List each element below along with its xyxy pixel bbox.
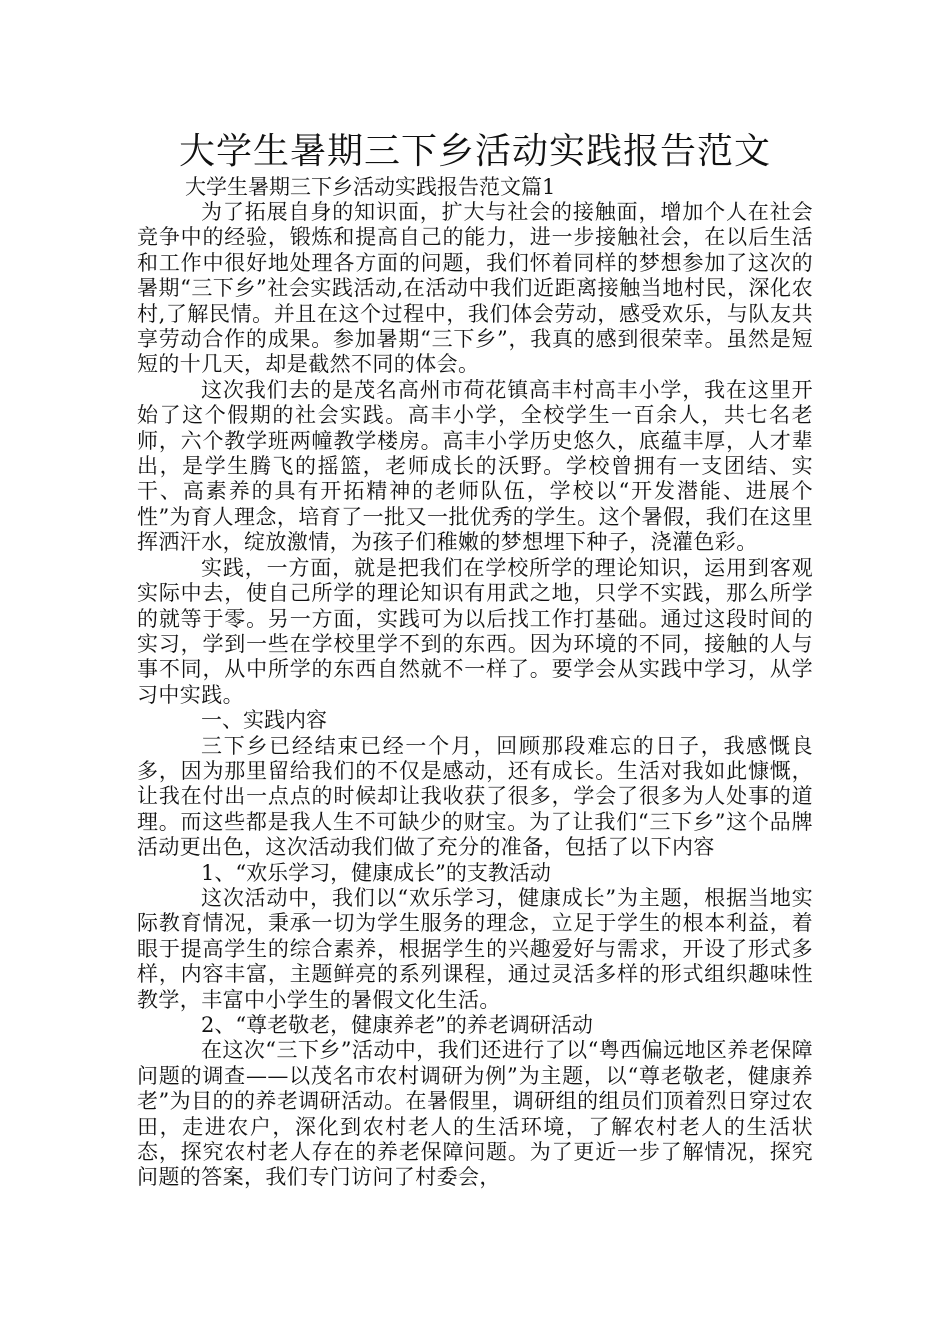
document-body — [137, 174, 813, 1191]
paragraph-practice: 实践，一方面，就是把我们在学校所学的理论知识，运用到客观实际中去，使自己所学的理论知识有用武之地，只学不实践，那么所学的就等于零。另一方面，实践可为以后找工作打基础。通过这段时间的实习，学到一些在学校里学不到的东西。因为环境的不同，接触的人与事不同，从中所学的东西自然就不一样了。要学会从实践中学习，从学习中实践。 — [137, 555, 813, 707]
paragraph-school: 这次我们去的是茂名高州市荷花镇高丰村高丰小学，我在这里开始了这个假期的社会实践。高丰小学，全校学生一百余人，共七名老师，六个教学班两幢教学楼房。高丰小学历史悠久，底蕴丰厚，人才辈出，是学生腾飞的摇篮，老师成长的沃野。学校曾拥有一支团结、实干、高素养的具有开拓精神的老师队伍，学校以“开发潜能、进展个性”为育人理念，培育了一批又一批优秀的学生。这个暑假，我们在这里挥洒汗水，绽放激情，为孩子们稚嫩的梦想埋下种子，浇灌色彩。 — [137, 377, 813, 555]
document-title: 大学生暑期三下乡活动实践报告范文 — [178, 131, 771, 172]
section-heading-teaching: 1、“欢乐学习，健康成长”的支教活动 — [201, 860, 551, 885]
document-subtitle: 大学生暑期三下乡活动实践报告范文篇1 — [185, 175, 556, 199]
section-heading-elderly: 2、“尊老敬老，健康养老”的养老调研活动 — [201, 1013, 593, 1037]
paragraph-elderly: 在这次“三下乡”活动中，我们还进行了以“粤西偏远地区养老保障问题的调查——以茂名市农村调研为例”为主题，以“尊老敬老，健康养老”为目的的养老调研活动。在暑假里，调研组的组员们顶着烈日穿过农田，走进农户，深化到农村老人的生活环境，了解农村老人的生活状态，探究农村老人存在的养老保障问题。为了更近一步了解情况，探究问题的答案，我们专门访问了村委会， — [137, 1038, 813, 1190]
paragraph-review: 三下乡已经结束已经一个月，回顾那段难忘的日子，我感慨良多，因为那里留给我们的不仅是感动，还有成长。生活对我如此慷慨，让我在付出一点点的时候却让我收获了很多，学会了很多为人处事的道理。而这些都是我人生不可缺少的财宝。为了让我们“三下乡”这个品牌活动更出色，这次活动我们做了充分的准备，包括了以下内容 — [137, 733, 813, 860]
section-heading-content: 一、实践内容 — [201, 708, 327, 733]
paragraph-intro: 为了拓展自身的知识面，扩大与社会的接触面，增加个人在社会竞争中的经验，锻炼和提高自己的能力，进一步接触社会，在以后生活和工作中很好地处理各方面的问题，我们怀着同样的梦想参加了这次的暑期“三下乡”社会实践活动,在活动中我们近距离接触当地村民，深化农村,了解民情。并且在这个过程中，我们体会劳动，感受欢乐，与队友共享劳动合作的成果。参加暑期“三下乡”，我真的感到很荣幸。虽然是短短的十几天，却是截然不同的体会。 — [137, 200, 813, 377]
paragraph-teaching: 这次活动中，我们以“欢乐学习，健康成长”为主题，根据当地实际教育情况，秉承一切为学生服务的理念，立足于学生的根本利益，着眼于提高学生的综合素养，根据学生的兴趣爱好与需求，开设了形式多样，内容丰富，主题鲜亮的系列课程，通过灵活多样的形式组织趣味性教学，丰富中小学生的暑假文化生活。 — [137, 885, 813, 1012]
